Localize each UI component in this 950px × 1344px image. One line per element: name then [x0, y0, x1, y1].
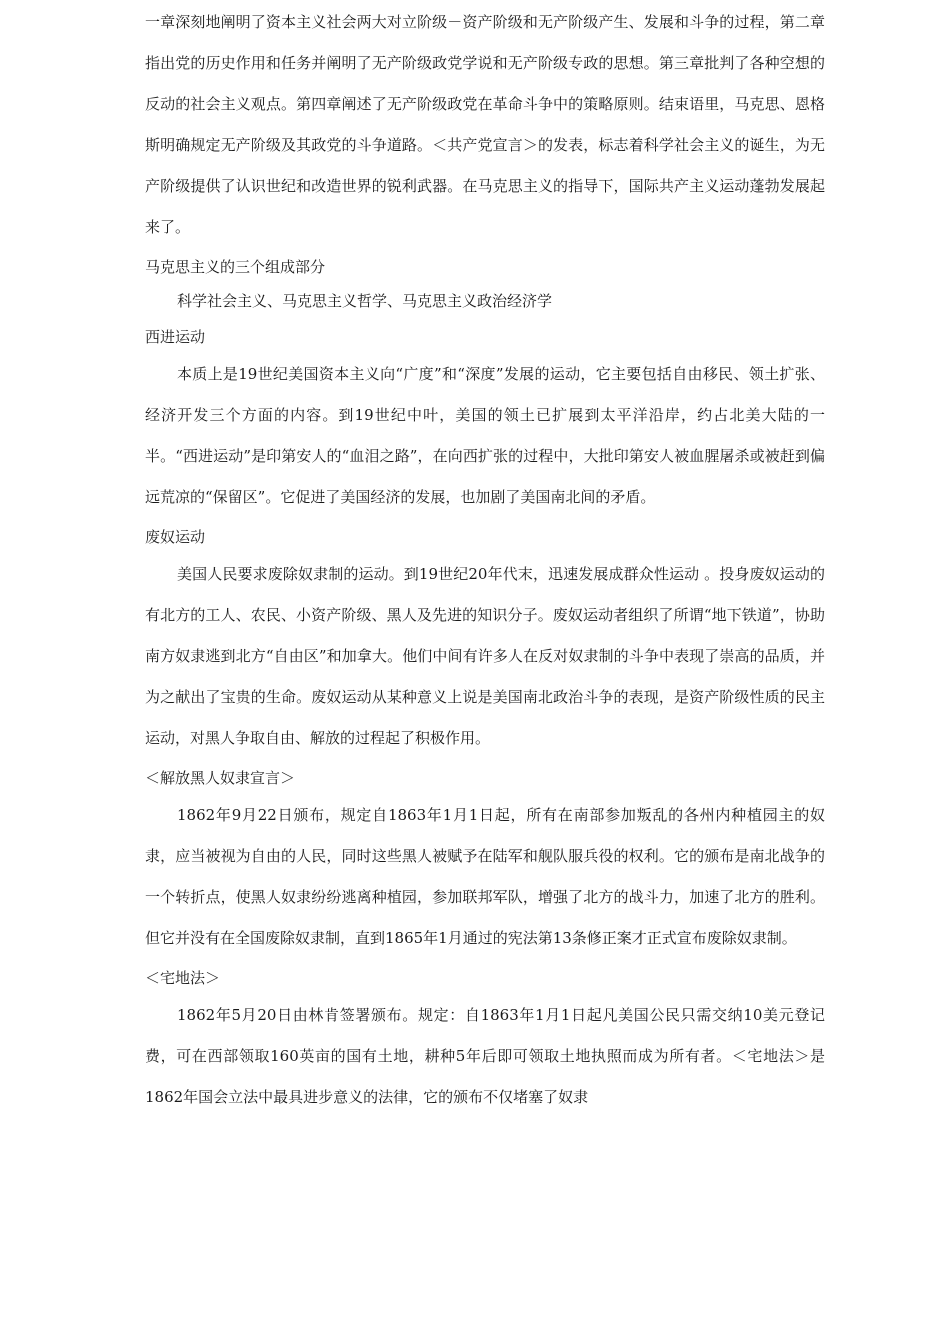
section-body-homestead-act: 1862年5月20日由林肯签署颁布。规定：自1863年1月1日起凡美国公民只需交纳10美元登记费，可在西部领取160英亩的国有土地，耕种5年后即可领取土地执照而成为所有者。＜宅地法＞是1862年国会立法中最具进步意义的法律，它的颁布不仅堵塞了奴隶: [145, 1006, 825, 1106]
section-heading-homestead-act: ＜宅地法＞: [145, 969, 221, 987]
section-heading-emancipation-proclamation: ＜解放黑人奴隶宣言＞: [145, 769, 296, 787]
section-body-abolition-movement: 美国人民要求废除奴隶制的运动。到19世纪20年代末，迅速发展成群众性运动 。投身废奴运动的有北方的工人、农民、小资产阶级、黑人及先进的知识分子。废奴运动者组织了所谓“地下铁道”，协助南方奴隶逃到北方“自由区”和加拿大。他们中间有许多人在反对奴隶制的斗争中表现了崇高的品质，并为之献出了宝贵的生命。废奴运动从某种意义上说是美国南北政治斗争的表现，是资产阶级性质的民主运动，对黑人争取自由、解放的过程起了积极作用。: [145, 565, 825, 747]
section-heading-westward-movement: 西进运动: [145, 328, 206, 346]
section-body-westward-movement: 本质上是19世纪美国资本主义向“广度”和“深度”发展的运动，它主要包括自由移民、领土扩张、经济开发三个方面的内容。到19世纪中叶，美国的领土已扩展到太平洋沿岸，约占北美大陆的一半。“西进运动”是印第安人的“血泪之路”，在向西扩张的过程中，大批印第安人被血腥屠杀或被赶到偏远荒凉的“保留区”。它促进了美国经济的发展，也加剧了美国南北间的矛盾。: [145, 365, 825, 506]
section-heading-abolition-movement: 废奴运动: [145, 528, 206, 546]
section-heading-marxism-components: 马克思主义的三个组成部分: [145, 258, 326, 276]
intro-paragraph: 一章深刻地阐明了资本主义社会两大对立阶级－资产阶级和无产阶级产生、发展和斗争的过程，第二章指出党的历史作用和任务并阐明了无产阶级政党学说和无产阶级专政的思想。第三章批判了各种空想的反动的社会主义观点。第四章阐述了无产阶级政党在革命斗争中的策略原则。结束语里，马克思、恩格斯明确规定无产阶级及其政党的斗争道路。＜共产党宣言＞的发表，标志着科学社会主义的诞生，为无产阶级提供了认识世纪和改造世界的锐利武器。在马克思主义的指导下，国际共产主义运动蓬勃发展起来了。: [145, 13, 825, 236]
section-body-emancipation-proclamation: 1862年9月22日颁布，规定自1863年1月1日起，所有在南部参加叛乱的各州内种植园主的奴隶，应当被视为自由的人民，同时这些黑人被赋予在陆军和舰队服兵役的权利。它的颁布是南北战争的一个转折点，使黑人奴隶纷纷逃离种植园，参加联邦军队，增强了北方的战斗力，加速了北方的胜利。但它并没有在全国废除奴隶制，直到1865年1月通过的宪法第13条修正案才正式宣布废除奴隶制。: [145, 806, 825, 947]
section-body-marxism-components: 科学社会主义、马克思主义哲学、马克思主义政治经济学: [177, 292, 553, 310]
document-content: [145, 2, 825, 1118]
